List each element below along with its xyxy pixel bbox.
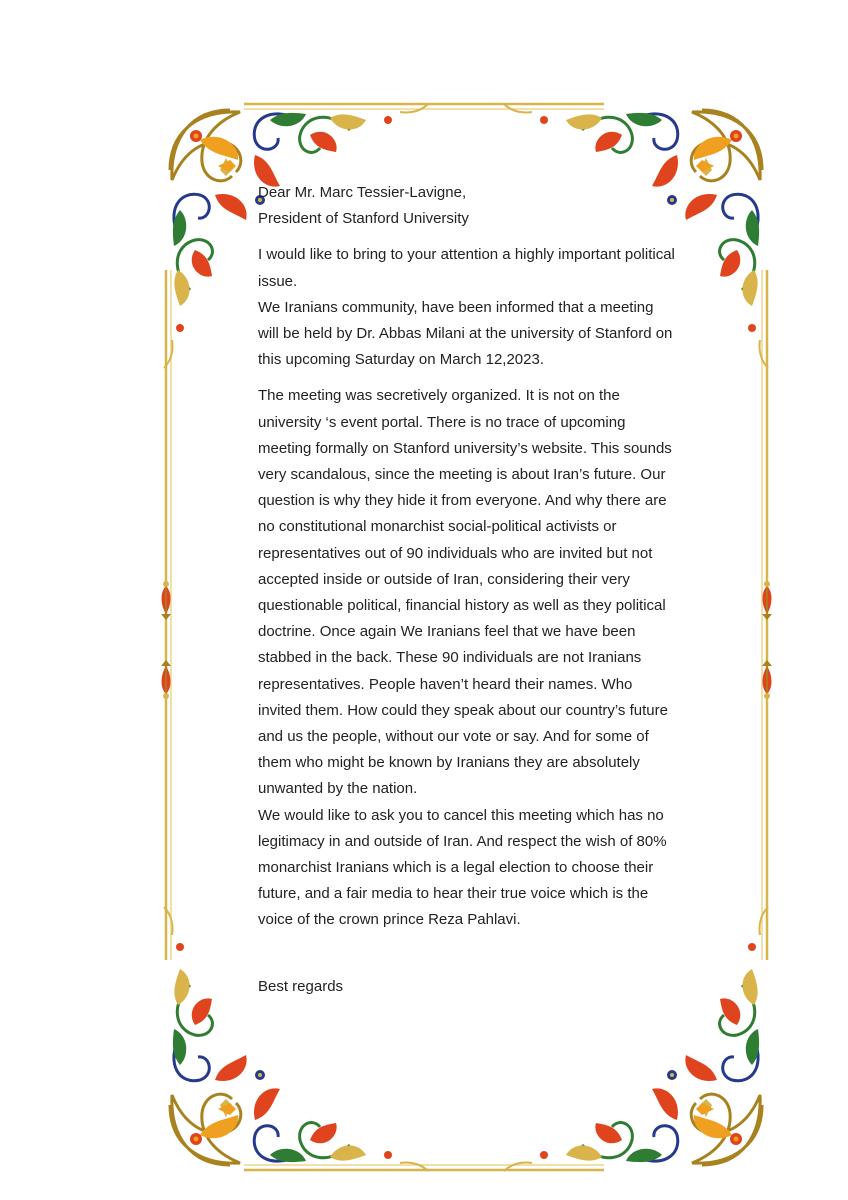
- tassel-left-lower: [161, 660, 171, 699]
- tassel-right-upper: [762, 581, 772, 620]
- paragraph-concerns: The meeting was secretively organized. It is not on the university ‘s event portal. There is no trace of upcoming meeting formally on Stanford university’s website. This sounds very scandalous, since the meeting is about Iran’s future. Our question is why they hide it from everyone. And why there are no constitutional monarchist social-political activists or representatives out of 90 individuals who are invited but not accepted inside or outside of Iran, considering their very questionable political, financial history as well as they political doctrine. Once again We Iranians feel that we have been stabbed in the back. These 90 individuals are not Iranians representatives. People haven’t heard their names. Who invited them. How could they speak about our country’s future and us the people, without our vote or say. And for some of them who might be known by Iranians they are absolutely unwanted by the nation.: [258, 387, 672, 798]
- paragraph-intro: I would like to bring to your attention a highly important political issue.: [258, 246, 675, 290]
- tassel-right-lower: [762, 660, 772, 699]
- paragraph-request: We would like to ask you to cancel this meeting which has no legitimacy in and outside of Iran. And respect the wish of 80% monarchist Iranians which is a legal election to choose their future, and a fair media to hear their true voice which is the voice of the crown prince Reza Pahlavi.: [258, 806, 667, 929]
- salutation: Dear Mr. Marc Tessier-Lavigne,: [258, 184, 467, 201]
- recipient-title: President of Stanford University: [258, 210, 469, 228]
- closing: Best regards: [258, 977, 344, 995]
- letter-body: [258, 180, 678, 1000]
- paragraph-meeting-notice: We Iranians community, have been informed that a meeting will be held by Dr. Abbas Milani at the university of Stanford on this upcoming Saturday on March 12,2023.: [258, 298, 673, 369]
- tassel-left-upper: [161, 581, 171, 620]
